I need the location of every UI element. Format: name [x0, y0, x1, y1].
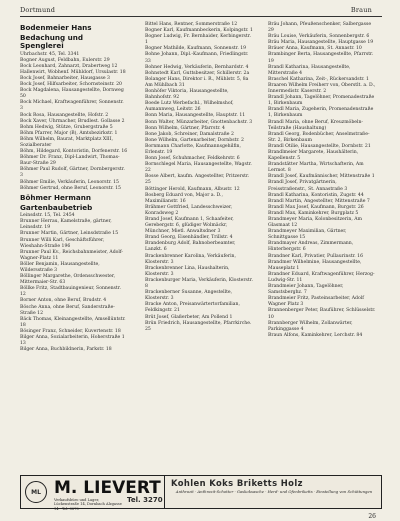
column-2: [145, 22, 253, 333]
directory-entry: Bösche Anna, ohne Beruf, Sanderstraße-Straße 12: [20, 304, 115, 316]
directory-entry: Bolanger Hans, Direktor i. R., Mühlstr. 5, 8a: [145, 76, 249, 82]
directory-entry: Böller Benjamin, Hausangestellte, Wildersstraße 3: [20, 261, 100, 274]
directory-entry: Brandner Eduard, Kraftwagenführer, Herzog-Ludwig-Str. 11: [268, 271, 375, 283]
directory-entry: Bogner August, Feldbahn, Eulerstr. 29: [20, 57, 110, 63]
directory-entry: Böhmer Dr. Franz, Dipl-Landwirt, Thomas-Baur-Straße 29: [20, 155, 120, 167]
directory-entry: Bösinger Franz, Schneider, Kuvertenstr. 18: [20, 328, 121, 334]
directory-entry: Brackenbrenner Karolina, Verkäuferin, Klosterstr. 3: [145, 253, 236, 265]
directory-entry: Bohnstedt Karl, Guttsbesitzer, Schillerstr. 2a: [145, 70, 250, 76]
directory-entry: Brandmer Wilhelmine, Hausangestellte, Mauseplatz 1: [268, 259, 362, 271]
directory-entry: Bräu Louise, Verkäuferin, Sonnenbergstr. 6: [268, 34, 370, 40]
directory-entry: Brambinger Berta, Hausangestellte, Pfarrstr. 19: [268, 52, 374, 64]
directory-entry: Bracke Anton, Preisanwärtertorfamilian, Feldkingstr. 21: [145, 302, 240, 314]
directory-entry: Am Mühlbach 31: [145, 82, 185, 88]
directory-entry: Braaren Wilhelm Freiherr von, Oberstlt. a. D., Innermedistr. Kaserstr. 2: [268, 82, 376, 95]
directory-entry: Brandmeyer Maximilian, Gärtner, Schnittgasse 15: [268, 229, 347, 241]
directory-entry: Bogner Karl, Kaufmannbeckerin, Kolpingstr. 1: [145, 28, 253, 34]
directory-entry: Böhmer Emilie, Verkäuferin, Leonorstr. 15: [20, 179, 119, 185]
directory-entry: Brandl Georg, Bodenbücher, Anselmstraße-Str. 2, Birkenbaum: [268, 131, 370, 143]
directory-entry: Boede Lutz Werbefachl., Wilhelmshof, Aumannweg, Leitstr. 26: [145, 101, 234, 113]
directory-entry: Brandl Martin, Angestellter, Mittenstraße 7: [268, 198, 370, 204]
directory-entry: Böllke Fritz, Stadtbauingenieur, Sonnenstr. 12: [20, 286, 121, 298]
directory-entry: Bittel Hans, Rentner, Sommerstraße 12: [145, 22, 238, 27]
column-1: [20, 22, 128, 353]
ad-telephone: Tel. 3270: [127, 496, 163, 504]
directory-entry: Brandenburg Adolf, Bahnoberbeamter, Lanzkt. 6: [145, 241, 236, 253]
header-left: Dortmund: [20, 6, 56, 14]
directory-entry: Brandner Karl, Privatier, Pullaurinstr. 16: [268, 253, 364, 259]
company-logo: ML: [25, 481, 47, 503]
directory-entry: Brandmeier Johann, Tagelöhner, Samstsberghz. 7: [268, 284, 344, 296]
directory-entry: Böhmer Gertrud, ohne Beruf, Leonorstr. 15: [20, 185, 121, 191]
directory-entry: Brandmayer Andreas, Zimmermann, Hinterbergstr. 6: [268, 241, 354, 253]
ad-address: Verkaufsbüro und Lager, Lückenstraße 14, Dornbach Alzgasse 14 · Tel. 3270: [54, 498, 122, 511]
directory-entry: Brandl Maria, Zugeherin, Promenadenstraße 1, Birkenbaum: [268, 107, 374, 119]
directory-entry: Bohner Hedwig, Verkäuferin, Bernhardstr. 4: [145, 64, 249, 70]
directory-entry: Brackenburger Maria, Verkäuferin, Klosterstr. 8: [145, 277, 253, 290]
directory-entry: Bräu Johann, Pfeußenschenker, Salbergasse 29: [268, 22, 372, 34]
directory-entry: Bock Josef, Hilfsarbeiter, Schornsteinstr. 20: [20, 82, 122, 88]
directory-entry: Brackenbrenner Lina, Haushalterin, Klosterstr. 3: [145, 265, 230, 277]
directory-entry: Leinsdstr. 15, Tel. 2454: [20, 213, 75, 219]
directory-entry: Bosse Albert, kaufm. Angestellter, Pritzerstr. 25: [145, 174, 250, 186]
directory-entry: Bone Jakob, Schreiner, Damalstraße 2: [145, 131, 234, 137]
advertisement: [20, 475, 382, 509]
directory-entry: Uhrbachstr. 45, Tel. 3341: [20, 51, 80, 57]
directory-entry: Brandstätter Martha, Wirtschafterin, Am Lermot. 8: [268, 162, 364, 174]
directory-entry: Bohne Johann, Dipl.-Kaufmann, Friedlingstr. 33: [145, 52, 249, 64]
directory-entry: Böttinger Herold, Kaufmann, Albustr. 12: [145, 186, 240, 192]
directory-entry: Bonn Wilhelm, Gärtner, Pfarrstr. 4: [145, 125, 225, 131]
directory-entry: Brandl Johann, Tagelöhner, Promenadestraße 1, Birkenbaum: [268, 95, 375, 107]
directory-entry: Brandl Katharina, Hausangestellte, Mitterstraße 4: [268, 64, 351, 76]
directory-entry: Braun Alfons, Kaminkehrer, Lerchstr. 84: [268, 332, 363, 338]
directory-entry: Brähmer Gottfried, Landesschweizer, Konradsweg 2: [145, 204, 233, 216]
directory-entry: Brand Georg, Eisenhändler, Trillstr. 4: [145, 235, 233, 241]
directory-entry: Brunner Paul Kv., Reichsbahnmeister, Adolf-Wagner-Platz 11: [20, 249, 123, 261]
column-3: [268, 22, 376, 339]
directory-entry: Brandl Max Josef, Kaufmann, Burgstr. 26: [268, 204, 364, 210]
directory-entry: Brandl Maria, ohne Beruf, Kreuzmöbeln-Teilstraße (Haushaltung): [268, 119, 363, 131]
ad-description: Anthrazit · Anthrazit-Schotter · Gaskoksasche · Herd- und Ofenbriketts · Einstellung von Schüttungen: [175, 489, 373, 494]
directory-entry: Bock Magdalena, Hausangestellte, Dornweg 50: [20, 88, 124, 100]
directory-entry: Brackenberner Susanne, Angestellte, Klosterstr. 3: [145, 290, 233, 302]
directory-entry: Brandmeier Fritz, Pasteinsarbeiter, Adolf Wagner Platz 3: [268, 296, 364, 308]
directory-entry: Bräu Maria, Hausangestellte, Hauptgasse 19: [268, 40, 374, 46]
directory-entry: Bogner Ludwig, Fr. Bernhaider, Kerbingerstr. 1: [145, 34, 251, 46]
directory-entry: Bäck Thomas, Kleinangestellte, Amsellüntstr. 18: [20, 316, 126, 328]
ad-divider: [164, 476, 165, 508]
directory-entry: Bräuer Anna, Kaufmann, St. Annastr. 10: [268, 46, 362, 52]
directory-entry: Brandlmeier Margarete, Haushälterin, Kapellenstr. 5: [268, 149, 359, 162]
directory-entry: Böllinger Margarethe, Ordensschwester, Mittermaier-Str. 63: [20, 274, 116, 286]
directory-entry: Bosberg Eduard von, Major a. D., Maximilianstr. 16: [145, 192, 223, 204]
directory-entry: Brandl Otilie, Hausangestellte, Dornbstr. 21: [268, 143, 371, 149]
directory-entry: Brün Friedrich, Hausangestellte, Pfarrkirche. 25: [145, 320, 252, 332]
directory-entry: Bonn Josef, Schuhmacher, Feldkehrstr. 6: [145, 156, 240, 162]
directory-entry: Brand Josef, Kaufmann 1, Schaafeiter, Gerebergstr. 6, glüdiger Wolmäckr, Münchner, Mietl. Anwaltsdner 3: [145, 217, 234, 235]
directory-entry: Bock Xaver, Uhrmacher, Brudlest. Gollasse 2: [20, 118, 125, 124]
ad-products: Kohlen Koks Briketts Holz: [171, 478, 303, 488]
section-heading: Gartenbaubetrieb: [20, 202, 93, 212]
directory-entry: Brunner Martin, Gärtner, Leinsdstraße 15: [20, 231, 119, 237]
directory-entry: Bock Michael, Kraftwagenführer, Sonnenstr. 3: [20, 100, 124, 112]
directory-entry: Bonhöfer Viktoria, Hausangestellte, Bahnhofstr. 92: [145, 89, 229, 101]
directory-entry: Brandl Max, Kaminkehrer, Burgplatz 5: [268, 210, 359, 216]
directory-entry: Böhmer Paul Rudolf, Gärtner, Dornbergerstr. 3: [20, 167, 125, 179]
directory-entry: Bone Wilhelm, Gartenarbeiter, Dornbstr. 2: [145, 137, 244, 143]
directory-entry: Bilger Anna, Buchbildnerin, Parkstr. 18: [20, 347, 112, 353]
directory-entry: Bohm Hedwig, Stütze, Grubergstraße 5: [20, 124, 113, 130]
directory-entry: Bock Rosa, Hausangestellte, Hofstr. 2: [20, 112, 109, 118]
directory-entry: Bock Josef, Bahnarbeiter, Hausgasse 3: [20, 75, 110, 81]
directory-entry: Bock Leonhard, Zahnarzt, Drabertweg 12 Hallenwirt, Wobhenf. Mühldorf, Ursulastr. 18: [20, 63, 126, 75]
section-heading: Bedachung und Spenglerei: [20, 33, 83, 51]
section-heading: Böhmer Hermann: [20, 192, 91, 202]
directory-entry: Bornschlegel Maria, Hausangestellte, Wagstr. 22: [145, 162, 252, 174]
directory-entry: Brandmeyer Maria, Kolonbesitzerin, Am Glasmaat 12: [268, 217, 362, 229]
directory-entry: Brandl Josef, Kaufmännischer, Mittenstraße 1: [268, 174, 375, 180]
header-right: Braun: [350, 6, 372, 14]
directory-entry: Brunner Willi Karl, Geschäftsführer, Wieshahn-Straße 196: [20, 237, 105, 249]
directory-entry: Bogner Mathilde, Kaufmann, Sonnenstr. 19: [145, 46, 247, 52]
directory-entry: Böhm Pfarrer, Major (B), Amtsbezirkstr. 1 Böhm Wilhelm, Baurat, Marktplatz XIII, Sozialberater: [20, 130, 118, 149]
directory-entry: Bornmann Charlotte, Kaufmannsgehilfin, Erlenstr. 19: [145, 143, 241, 155]
directory-entry: Brannenberger Peter, Bauführer, Schlüsselstr. 10: [268, 308, 376, 320]
directory-entry: Brandl Katharina, Kontoristin, Zugstr. 44: [268, 192, 364, 198]
directory-entry: Brüt Josef, Glaßerbeter, Am Pollend 1: [145, 314, 233, 320]
page-number: 26: [368, 513, 376, 520]
directory-entry: Brandl Josef, Privatgärtnerin, Freisstraßenstr., St. Annastraße 3: [268, 180, 348, 192]
directory-entry: Bonn Maria, Hausangestellte, Hauptstr. 11: [145, 113, 246, 119]
header-rule: [20, 16, 382, 17]
section-heading: Bodenmeier Hans: [20, 23, 92, 32]
directory-entry: Borner Anton, ohne Beruf, Brudstr. 4: [20, 298, 107, 304]
directory-entry: Brannberger Wilhelm, Zollanwärter, Parkinggasse 4: [268, 320, 353, 332]
ad-company-name: M. LIEVERT: [54, 478, 161, 498]
directory-entry: Bilger Anna, Sozialarbeiterin, Hoherstraße 1 13: [20, 335, 125, 347]
directory-entry: Braschel Katharina, Zeit-, Rückersandstr. 1: [268, 76, 369, 82]
directory-entry: Böhm, Hildegard, Kontoristin, Dorfenerstr. 16: [20, 149, 128, 155]
directory-entry: Bonn Walter, Münzarbeiter, Gnottenbachstr. 3: [145, 119, 253, 125]
directory-entry: Brunner Herrau, Kamelstraße, gärtner, Leinsdstr. 19: [20, 219, 112, 231]
